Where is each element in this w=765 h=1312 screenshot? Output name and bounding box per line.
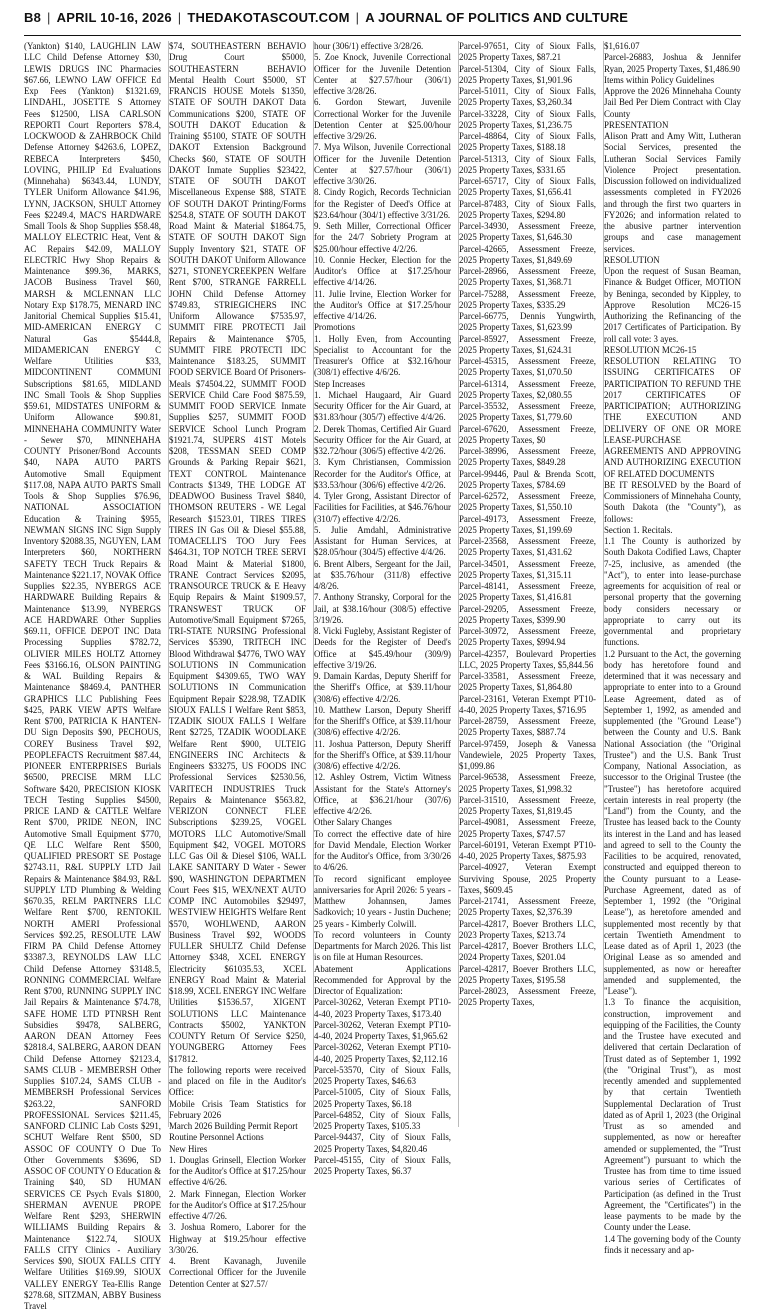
- column-paragraph: To correct the effective date of hire for David Mendale, Election Worker for the Auditor's Office, from 3/30/26 to 4/6/26.: [314, 828, 451, 873]
- legal-notice-columns: [24, 41, 741, 1311]
- column-paragraph: Parcel-35532, Assessment Freeze, 2025 Property Taxes, $1,779.60: [459, 401, 596, 423]
- site-name: THEDAKOTASCOUT.COM: [187, 9, 350, 25]
- column-paragraph: Step Increases: [314, 378, 366, 389]
- column-paragraph: Parcel-49173, Assessment Freeze, 2025 Property Taxes, $1,199.69: [459, 513, 596, 535]
- column-paragraph: Parcel-66775, Dennis Yungwirth, 2025 Property Taxes, $1,623.99: [459, 311, 596, 333]
- column-paragraph: 1. Michael Haugaard, Air Guard Security Officer for the Air Guard, at $31.83/hour (305/7) effective 4/4/26.: [314, 389, 451, 423]
- column-paragraph: 5. Zoe Knock, Juvenile Correctional Officer for the Juvenile Detention Center at $27.57/hour (306/1) effective 3/28/26.: [314, 52, 451, 96]
- column-paragraph: 3. Joshua Romero, Laborer for the Highway at $19.25/hour effective 3/30/26.: [169, 1222, 306, 1255]
- column-paragraph: Parcel-65717, City of Sioux Falls, 2025 Property Taxes, $1,656.41: [459, 176, 596, 198]
- column-paragraph: Parcel-21741, Assessment Freeze, 2025 Property Taxes, $2,376.39: [459, 896, 596, 918]
- column-paragraph: Parcel-42817, Boever Brothers LLC, 2025 Property Taxes, $195.58: [459, 963, 596, 985]
- publication-tagline: A JOURNAL OF POLITICS AND CULTURE: [365, 9, 629, 25]
- column-paragraph: 7. Anthony Stransky, Corporal for the Jail, at $38.16/hour (308/5) effective 3/19/26.: [314, 592, 451, 625]
- column-paragraph: Parcel-30262, Veteran Exempt PT10-4-40, 2025 Property Taxes, $2,112.16: [314, 1042, 451, 1064]
- column-paragraph: To record volunteers in County Departments for March 2026. This list is on file at Human Resources.: [314, 929, 451, 963]
- column-paragraph: Promotions: [314, 322, 355, 333]
- column-paragraph: Parcel-42817, Boever Brothers LLC, 2024 Property Taxes, $201.04: [459, 941, 596, 963]
- column-paragraph: Parcel-87483, City of Sioux Falls, 2025 Property Taxes, $294.80: [459, 198, 596, 220]
- masthead-separator: |: [177, 9, 182, 25]
- column-paragraph: Parcel-97459, Joseph & Vanessa Vandewiele, 2025 Property Taxes, $1,099.86: [459, 738, 596, 771]
- text-column-3: [313, 41, 451, 1176]
- column-paragraph: Parcel-85927, Assessment Freeze, 2025 Property Taxes, $1,624.31: [459, 333, 596, 355]
- column-paragraph: hour (306/1) effective 3/28/26.: [314, 41, 424, 51]
- column-paragraph: 2. Mark Finnegan, Election Worker for the Auditor's Office at $17.25/hour effective 4/7/26.: [169, 1188, 306, 1221]
- column-paragraph: 1. Holly Even, from Accounting Specialist to Accountant for the Treasurer's Office at $32.16/hour (308/1) effective 4/6/26.: [314, 333, 451, 378]
- column-paragraph: Parcel-42817, Boever Brothers LLC, 2023 Property Taxes, $213.74: [459, 918, 596, 940]
- column-paragraph: 4. Tyler Grong, Assistant Director of Facilities for Facilities, at $46.76/hour (310/7) effective 4/2/26.: [314, 491, 451, 524]
- column-paragraph: March 2026 Building Permit Report: [169, 1121, 298, 1131]
- text-column-1: [24, 41, 161, 1311]
- column-paragraph: 5. Julie Amdahl, Administrative Assistant for Human Services, at $28.05/hour (304/5) effective 4/4/26.: [314, 524, 451, 558]
- column-paragraph: Parcel-96538, Assessment Freeze, 2025 Property Taxes, $1,998.32: [459, 772, 596, 794]
- column-paragraph: 10. Connie Hecker, Election for the Auditor's Office at $17.25/hour effective 4/14/26.: [314, 254, 451, 288]
- text-column-2: [168, 41, 306, 1289]
- column-paragraph: 1.3 To finance the acquisition, construction, improvement and equipping of the Facilities, the County and the Trustee have executed and delivered that certain Declaration of Trust dated as of September 1, 1992 (the "Original Trust"), as most recently amended and supplemented by that certain Twentieth Supplemental Declaration of Trust dated as of April 1, 2023 (the Original Trust as so amended and supplemented, as now or hereafter amended or supplemented, the "Trust Agreement") pursuant to which the Trustee has from time to time issued various series of Certificates of Participation (as defined in the Trust Agreement, the "Certificates") in the lease payments to be made by the County under the Lease.: [604, 997, 741, 1233]
- column-paragraph: 1. Douglas Grinsell, Election Worker for the Auditor's Office at $17.25/hour effective 4/6/26.: [169, 1154, 306, 1188]
- column-paragraph: Parcel-33581, Assessment Freeze, 2025 Property Taxes, $1,864.80: [459, 671, 596, 693]
- column-paragraph: Parcel-61314, Assessment Freeze, 2025 Property Taxes, $2,080.55: [459, 378, 596, 400]
- column-paragraph: Mobile Crisis Team Statistics for February 2026: [169, 1098, 306, 1120]
- column-paragraph: Parcel-51304, City of Sioux Falls, 2025 Property Taxes, $1,901.96: [459, 63, 596, 85]
- column-paragraph: BE IT RESOLVED by the Board of Commissioners of Minnehaha County, South Dakota (the "County"), as follows:: [604, 479, 741, 524]
- column-paragraph: Routine Personnel Actions: [169, 1132, 264, 1143]
- column-paragraph: Upon the request of Susan Beaman, Finance & Budget Officer, MOTION by Beninga, seconded by Kippley, to Approve Resolution MC26-15 Authorizing the Refinancing of the 2017 Certificates of Participation. By roll call vote: 3 ayes.: [604, 266, 741, 344]
- column-paragraph: Parcel-45315, Assessment Freeze, 2025 Property Taxes, $1,070.50: [459, 356, 596, 378]
- column-paragraph: Parcel-64852, City of Sioux Falls, 2025 Property Taxes, $105.33: [314, 1109, 451, 1131]
- column-paragraph: Parcel-38996, Assessment Freeze, 2025 Property Taxes, $849.28: [459, 446, 596, 468]
- masthead: [24, 0, 741, 34]
- column-paragraph: 4. Brent Kavanagh, Juvenile Correctional Officer for the Juvenile Detention Center at $27.57/: [169, 1256, 306, 1289]
- column-paragraph: (Yankton) $140, LAUGHLIN LAW LLC Child Defense Attorney $30, LEWIS DRUGS INC Pharmacies $67.66, LEWNO LAW OFFICE Ed Exp Fees (Yankton) $1321.69, LINDAHL, JOSETTE S Attorney Fees $12500, LISA CARLSON REPORTI Court Reporters $78.4, LOCKWOOD & ZAHRBOCK Child Defense Attorney $4263.6, LOPEZ, REBECA Interpreters $450, LOVING, PHILIP Ed Evaluations (Minnehaha) $6343.44, LUNDY, TYLER Uniform Allowance $41.96, LYNN, JACKSON, SHULT Attorney Fees $2249.4, MAC'S HARDWARE Small Tools & Shop Supplies $58.48, MALLOY ELECTRIC Heat, Vent & AC Repairs $42.09, MALLOY ELECTRIC Hwy Shop Repairs & Maintenance $99.36, MARKS, JACOB Business Travel $60, MARSH & MCLENNAN LLC Notary Exp $178.75, MENARD INC Janitorial Chemical Supplies $15.41, MID-AMERICAN ENERGY C Natural Gas $5444.8, MIDAMERICAN ENERGY C Welfare Utilities $33, MIDCONTINENT COMMUNI Subscriptions $81.65, MIDLAND INC Small Tools & Shop Supplies $59.61, MIDSTATES UNIFORM & Uniform Allowance $90.81, MINNEHAHA COMMUNITY Water - Sewer $70, MINNEHAHA COUNTY Prisoner/Bond Accounts $40, NAPA AUTO PARTS Automotive Small Equipment $117.08, NAPA AUTO PARTS Small Tools & Shop Supplies $76.96, NATIONAL ASSOCIATION Education & Training $955, NEWMAN SIGNS INC Sign Supply Inventory $2088.35, NGUYEN, LAM Interpreters $60, NORTHERN SAFETY TECH Truck Repairs & Maintenance $221.17, NOVAK Office Supplies $22.35, NYBERGS ACE HARDWARE Building Repairs & Maintenance $13.99, NYBERGS ACE HARDWARE Other Supplies $69.11, OFFICE DEPOT INC Data Processing Supplies $782.72, OLIVIER MILES HOLTZ Attorney Fees $3166.16, OLSON PAINTING & WAL Building Repairs & Maintenance $8469.4, PANTHER GRAPHICS LLC Publishing Fees $425, PARK VIEW APTS Welfare Rent $700, PATRICIA K HANTEN-DU Sign Deposits $90, PECHOUS, COREY Business Travel $92, PEOPLEFACTS Recruitment $87.44, PIONEER ENTERPRISES Burials $6500, PRECISE MRM LLC Software $420, PRECISION KIOSK TECH Testing Supplies $4500, PRICE LAND & CATTLE Welfare Rent $700, PRIDE NEON, INC Automotive Small Equipment $770, QE LLC Welfare Rent $500, QUALIFIED PRESORT SE Postage $2743.11, R&L SUPPLY LTD Jail Repairs & Maintenance $84.93, R&L SUPPLY LTD Plumbing & Welding $670.35, RELM PARTNERS LLC Welfare Rent $700, RENTOKIL NORTH AMERI Professional Services $92.25, RESOLUTE LAW FIRM PA Child Defense Attorney $3387.3, REYNOLDS LAW LLC Child Defense Attorney $3148.5, RONNING COMMERCIAL Welfare Rent $700, RUNNING SUPPLY INC Jail Repairs & Maintenance $74.78, SAFE HOME LTD PTNRSH Rent Subsidies $9478, SALBERG, AARON DEAN Attorney Fees $2818.4, SALBERG, AARON DEAN Child Defense Attorney $2123.4, SAMS CLUB - MEMBERSH Other Supplies $107.24, SAMS CLUB - MEMBERSH Professional Services $263.22, SANFORD PROFESSIONAL Services $211.45, SANFORD CLINIC Lab Costs $291, SCHUT Welfare Rent $500, SD ASSOC OF COUNTY O Due To Other Governments $3696, SD ASSOC OF COUNTY O Education & Training $40, SD HUMAN SERVICES CE Psych Evals $1800, SHERMAN AVENUE PROPE Welfare Rent $293, SHERWIN WILLIAMS Building Repairs & Maintenance $122.74, SIOUX FALLS CITY Clinics - Auxiliary Services $90, SIOUX FALLS CITY Welfare Utilities $169.99, SIOUX VALLEY ENERGY Tea-Ellis Range $278.68, SITZMAN, ABBY Business Travel: [24, 41, 161, 1311]
- column-paragraph: Parcel-34501, Assessment Freeze, 2025 Property Taxes, $1,315.11: [459, 558, 596, 580]
- column-paragraph: 8. Cindy Rogich, Records Technician for the Register of Deed's Office at $23.64/hour (304/1) effective 3/31/26.: [314, 187, 451, 220]
- column-paragraph: Parcel-49081, Assessment Freeze, 2025 Property Taxes, $747.57: [459, 817, 596, 839]
- column-paragraph: Parcel-31510, Assessment Freeze, 2025 Property Taxes, $1,819.45: [459, 794, 596, 816]
- column-paragraph: Parcel-53570, City of Sioux Falls, 2025 Property Taxes, $46.63: [314, 1064, 451, 1086]
- column-paragraph: Parcel-75288, Assessment Freeze, 2025 Property Taxes, $335.29: [459, 288, 596, 310]
- column-paragraph: Parcel-23161, Veteran Exempt PT10-4-40, 2025 Property Taxes, $716.95: [459, 693, 596, 715]
- column-paragraph: Parcel-23568, Assessment Freeze, 2025 Property Taxes, $1,431.62: [459, 536, 596, 558]
- column-paragraph: 7. Mya Wilson, Juvenile Correctional Officer for the Juvenile Detention Center at $27.57/hour (306/1) effective 3/30/26.: [314, 142, 451, 186]
- column-paragraph: Parcel-97651, City of Sioux Falls, 2025 Property Taxes, $87.21: [459, 41, 596, 63]
- column-paragraph: 9. Damain Kardas, Deputy Sheriff for the Sheriff's Office, at $39.11/hour (308/6) effective 4/2/26.: [314, 671, 451, 704]
- column-paragraph: Parcel-28759, Assessment Freeze, 2025 Property Taxes, $887.74: [459, 716, 596, 738]
- column-paragraph: 3. Kym Christiansen, Commission Recorder for the Auditor's Office, at $33.53/hour (306/6) effective 4/2/26.: [314, 457, 451, 490]
- column-paragraph: Parcel-99446, Paul & Brenda Scott, 2025 Property Taxes, $784.69: [459, 468, 596, 490]
- masthead-rule: [24, 35, 741, 36]
- column-paragraph: Parcel-94437, City of Sioux Falls, 2025 Property Taxes, $4,820.46: [314, 1132, 451, 1154]
- column-paragraph: Parcel-30972, Assessment Freeze, 2025 Property Taxes, $994.94: [459, 626, 596, 648]
- column-paragraph: Approve the 2026 Minnehaha County Jail Bed Per Diem Contract with Clay County: [604, 86, 741, 119]
- column-paragraph: 6. Gordon Stewart, Juvenile Correctional Worker for the Juvenile Detention Center at $25.00/hour effective 3/29/26.: [314, 97, 451, 141]
- column-paragraph: Parcel-30262, Veteran Exempt PT10-4-40, 2023 Property Taxes, $173.40: [314, 997, 451, 1019]
- column-paragraph: 2. Derek Thomas, Certified Air Guard Security Officer for the Air Guard, at $32.72/hour (306/5) effective 4/2/26.: [314, 423, 451, 456]
- column-paragraph: Parcel-51011, City of Sioux Falls, 2025 Property Taxes, $3,260.34: [459, 86, 596, 108]
- column-paragraph: To record significant employee anniversaries for April 2026: 5 years - Matthew Johannsen, James Sadkovich; 10 years - Justin Duchene; 25 years - Kimberly Colwill.: [314, 873, 451, 929]
- column-paragraph: Parcel-28966, Assessment Freeze, 2025 Property Taxes, $1,368.71: [459, 266, 596, 288]
- column-paragraph: New Hires: [169, 1143, 208, 1154]
- column-paragraph: Parcel-48864, City of Sioux Falls, 2025 Property Taxes, $188.18: [459, 131, 596, 153]
- column-paragraph: Parcel-29205, Assessment Freeze, 2025 Property Taxes, $399.90: [459, 603, 596, 625]
- column-paragraph: Parcel-42357, Boulevard Properties LLC, 2025 Property Taxes, $5,844.56: [459, 648, 596, 670]
- column-paragraph: 11. Joshua Patterson, Deputy Sheriff for the Sheriff's Office, at $39.11/hour (308/6) effective 4/2/26.: [314, 738, 451, 771]
- column-paragraph: 12. Ashley Ostrem, Victim Witness Assistant for the State's Attorney's Office, at $36.21/hour (307/6) effective 4/2/26.: [314, 772, 451, 816]
- column-paragraph: The following reports were received and placed on file in the Auditor's Office:: [169, 1064, 306, 1098]
- column-paragraph: PRESENTATION: [604, 119, 669, 130]
- column-paragraph: 10. Matthew Larson, Deputy Sheriff for the Sheriff's Office, at $39.11/hour (308/6) effective 4/2/26.: [314, 704, 451, 738]
- column-paragraph: 11. Julie Irvine, Election Worker for the Auditor's Office at $17.25/hour effective 4/14/26.: [314, 288, 451, 321]
- column-paragraph: Parcel-42665, Assessment Freeze, 2025 Property Taxes, $1,849.69: [459, 243, 596, 265]
- column-paragraph: $1,616.07: [604, 41, 640, 51]
- column-paragraph: Parcel-34930, Assessment Freeze, 2025 Property Taxes, $1,646.30: [459, 221, 596, 243]
- text-column-5: [603, 41, 741, 1255]
- column-paragraph: Parcel-48141, Assessment Freeze, 2025 Property Taxes, $1,416.81: [459, 581, 596, 603]
- column-paragraph: RESOLUTION RELATING TO ISSUING CERTIFICATES OF PARTICIPATION TO REFUND THE 2017 CERTIFICATES OF PARTICIPATION; AUTHORIZING THE EXECUTION AND DELIVERY OF ONE OR MORE LEASE-PURCHASE AGREEMENTS AND APPROVING AND AUTHORIZING EXECUTION OF RELATED DOCUMENTS: [604, 356, 741, 479]
- column-paragraph: Parcel-67620, Assessment Freeze, 2025 Property Taxes, $0: [459, 423, 596, 445]
- issue-date: APRIL 10-16, 2026: [56, 9, 172, 25]
- column-paragraph: Parcel-30262, Veteran Exempt PT10-4-40, 2024 Property Taxes, $1,965.62: [314, 1019, 451, 1041]
- column-paragraph: Alison Pratt and Amy Witt, Lutheran Social Services, presented the Lutheran Social Services Family Violence Project presentation. Discussion followed on individualized assessments completed in FY2026 and through the first two quarters in FY2026; and information related to the abusive partner intervention groups and case management services.: [604, 131, 741, 254]
- column-paragraph: Parcel-51313, City of Sioux Falls, 2025 Property Taxes, $331.65: [459, 153, 596, 175]
- column-paragraph: 9. Seth Miller, Correctional Officer for the 24/7 Sobriety Program at $25.00/hour effective 4/2/26.: [314, 221, 451, 254]
- column-paragraph: 1.2 Pursuant to the Act, the governing body has heretofore found and determined that it was necessary and appropriate to enter into to a Ground Lease Agreement, dated as of September 1, 1992, as amended and supplemented (the "Ground Lease") between the County and U.S. Bank National Association (the "Original Trustee") and the U.S. Bank Trust Company, National Association, as successor to the Original Trustee (the "Trustee") has heretofore acquired certain interests in real property (the "Land") from the County, and the Trustee has leased back to the County its interest in the Land and has leased and agreed to sell to the County the Facilities to be acquired, renovated, constructed and equipped thereon to the County pursuant to a Lease-Purchase Agreement, dated as of September 1, 1992 (the "Original Lease"), as heretofore amended and supplemented most recently by that certain Twentieth Amendment to Lease dated as of April 1, 2023 (the Original Lease as so amended and supplemented, as now or hereafter amended and supplemented, the "Lease").: [604, 648, 741, 996]
- masthead-separator: |: [355, 9, 360, 25]
- text-column-4: [458, 41, 596, 1127]
- column-paragraph: Parcel-28023, Assessment Freeze, 2025 Property Taxes,: [459, 986, 596, 1008]
- column-paragraph: Parcel-26883, Joshua & Jennifer Ryan, 2025 Property Taxes, $1,486.90: [604, 52, 741, 74]
- column-paragraph: Parcel-60191, Veteran Exempt PT10-4-40, 2025 Property Taxes, $875.93: [459, 839, 596, 861]
- column-paragraph: 1.1 The County is authorized by South Dakota Codified Laws, Chapter 7-25, inclusive, as amended (the "Act"), to enter into lease-purchase agreements for acquisition of real or personal property that the governing body considers necessary or appropriate to carry out its governmental and proprietary functions.: [604, 536, 741, 648]
- column-paragraph: Parcel-40927, Veteran Exempt Surviving Spouse, 2025 Property Taxes, $609.45: [459, 862, 596, 895]
- column-paragraph: 6. Brent Albers, Sergeant for the Jail, at $35.76/hour (311/8) effective 4/8/26.: [314, 558, 451, 591]
- column-paragraph: Items within Policy Guidelines: [604, 74, 715, 85]
- column-paragraph: $74, SOUTHEASTERN BEHAVIO Drug Court $5000, SOUTHEASTERN BEHAVIO Mental Health Court $5000, ST FRANCIS HOUSE Motels $1350, STATE OF SOUTH DAKOT Data Communications $200, STATE OF SOUTH DAKOT Education & Training $5100, STATE OF SOUTH DAKOT Extension Background Checks $60, STATE OF SOUTH DAKOT Inmate Supplies $23422, STATE OF SOUTH DAKOT Miscellaneous Expense $88, STATE OF SOUTH DAKOT Printing/Forms $254.8, STATE OF SOUTH DAKOT Road Maint & Material $1864.75, STATE OF SOUTH DAKOT Sign Supply Inventory $21, STATE OF SOUTH DAKOT Uniform Allowance $271, STONEYCREEKPEN Welfare Rent $700, STRANGE FARRELL JOHN Child Defense Attorney $749.83, STRIEGICHERS INC Uniform Allowance $7535.97, SUMMIT FIRE PROTECTI Jail Repairs & Maintenance $705, SUMMIT FIRE PROTECTI IDC Maintenance $183.25, SUMMIT FOOD SERVICE Board Of Prisoners-Meals $74504.22, SUMMIT FOOD SERVICE Child Care Food $875.59, SUMMIT FOOD SERVICE Inmate Supplies $257, SUMMIT FOOD SERVICE School Lunch Program $1921.74, SUPERS 41ST Motels $208, TESSMAN SEED COMP Grounds & Parking Repair $621, TEXT CONTROL Maintenance Contracts $1349, THE LODGE AT DEADWOO Business Travel $840, THOMSON REUTERS - WE Legal Research $1523.01, TIRES TIRES TIRES IN Gas Oil & Diesel $55.88, TOMACELLI'S TOO Jury Fees $464.31, TOP NOTCH TREE SERVI Road Maint & Material $1800, TRANE Contract Services $2095, TRANSOURCE TRUCK & E Heavy Equip Repairs & Maint $1909.57, TRANSWEST TRUCK OF Automotive/Small Equipment $7265, TRI-STATE NURSING Professional Services $5390, TRITECH INC Blood Withdrawal $4776, TWO WAY SOLUTIONS IN Communication Equipment $4309.65, TWO WAY SOLUTIONS IN Communication Equipment Repair $228.98, TZADIK SIOUX FALLS I Welfare Rent $853, TZADIK SIOUX FALLS I Welfare Rent $2725, TZADIK WOODLAKE Welfare Rent $900, ULTEIG ENGINEERS INC Architects & Engineers $33275, US FOODS INC Professional Services $2530.56, VARITECH INDUSTRIES Truck Repairs & Maintenance $563.82, VERIZON CONNECT FLEE Subscriptions $239.25, VOGEL MOTORS LLC Automotive/Small Equipment $42, VOGEL MOTORS LLC Gas Oil & Diesel $106, WALL LAKE SANITARY D Water - Sewer $90, WASHINGTON DEPARTMEN Court Fees $15, WEX/NEXT AUTO COMP INC Automobiles $29497, WESTVIEW HEIGHTS Welfare Rent $570, WOHLWEND, AARON Business Travel $92, WOODS FULLER SHULTZ Child Defense Attorney $348, XCEL ENERGY Electricity $61035.53, XCEL ENERGY Road Maint & Material $18.99, XCEL ENERGY INC Welfare Utilities $1536.57, XIGENT SOLUTIONS LLC Maintenance Contracts $5002, YANKTON COUNTY Return Of Service $250, YOUNGBERG Attorney Fees $17812.: [169, 41, 306, 1064]
- page-number: B8: [24, 9, 42, 25]
- column-paragraph: Other Salary Changes: [314, 817, 392, 828]
- column-paragraph: 8. Vicki Fugleby, Assistant Register of Deeds for the Register of Deed's Office at $45.49/hour (309/9) effective 3/19/26.: [314, 626, 451, 670]
- column-paragraph: RESOLUTION: [604, 254, 660, 265]
- column-paragraph: Section 1. Recitals.: [604, 524, 673, 535]
- masthead-separator: |: [47, 9, 51, 25]
- column-paragraph: Parcel-51005, City of Sioux Falls, 2025 Property Taxes, $6.18: [314, 1087, 451, 1109]
- column-paragraph: Parcel-45155, City of Sioux Falls, 2025 Property Taxes, $6.37: [314, 1154, 451, 1176]
- column-paragraph: Parcel-62572, Assessment Freeze, 2025 Property Taxes, $1,550.10: [459, 491, 596, 513]
- column-paragraph: 1.4 The governing body of the County finds it necessary and ap-: [604, 1233, 741, 1255]
- column-paragraph: RESOLUTION MC26-15: [604, 344, 697, 355]
- column-paragraph: Parcel-33228, City of Sioux Falls, 2025 Property Taxes, $1,236.75: [459, 108, 596, 130]
- column-paragraph: Abatement Applications Recommended for Approval by the Director of Equalization:: [314, 963, 451, 996]
